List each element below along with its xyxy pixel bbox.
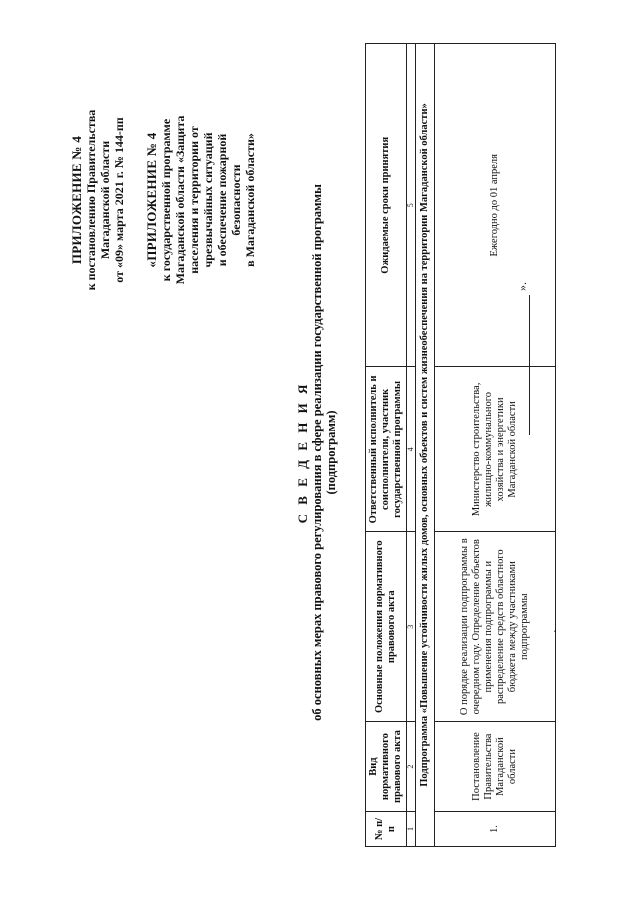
appendix-line-2: Магаданской области [98,140,112,260]
document-heading: С В Е Д Е Н И Я [295,381,310,524]
column-header-act-type: Вид нормативного правового акта [366,722,407,812]
appendix-header [70,100,126,300]
document-title [296,0,338,905]
closing-mark: ». [515,282,529,291]
column-number: 5 [407,44,416,368]
column-header-executor: Ответственный исполнитель и соисполнители, участник государственной программы [366,367,407,532]
appendix-line-3: от «09» марта 2021 г. № 144-пп [112,117,126,283]
column-number-row [407,44,416,847]
row-deadline: Ежегодно до 01 апреля [435,44,556,368]
program-line-2: Магаданской области «Защита [173,115,187,285]
table-header-row [366,44,407,847]
column-header-provisions: Основные положения нормативного правового акта [366,532,407,722]
program-line-6: в Магаданской области» [243,133,257,267]
row-provisions: О порядке реализации подпрограммы в очередном году. Определение объектов применения подпрограммы и распределение средств областного бюджета между участниками подпрограммы [435,532,556,722]
program-header [145,100,257,300]
column-header-number: № п/п [366,812,407,847]
document-subtitle-line-2: (подпрограмм) [324,410,338,495]
row-number: 1. [435,812,556,847]
column-header-deadline: Ожидаемые сроки принятия [366,44,407,368]
appendix-title: ПРИЛОЖЕНИЕ № 4 [69,135,84,265]
program-line-3: населения и территории от [187,126,201,274]
footnote-dot: . [545,629,560,633]
column-number: 1 [407,812,416,847]
closing-line [515,235,530,435]
document-subtitle-line-1: об основных мерах правового регулирования в сфере реализации государственной программы [310,184,324,721]
row-executor: Министерство строительства, жилищно-коммунального хозяйства и энергетики Магаданской области [435,367,556,532]
subprogram-title: Подпрограмма «Повышение устойчивости жилых домов, основных объектов и систем жизнеобеспечения на территории Магаданской области» [416,44,435,847]
subprogram-row [416,44,435,847]
table-row [435,44,556,847]
column-number: 4 [407,367,416,532]
measures-table [365,43,556,847]
appendix-line-1: к постановлению Правительства [84,109,98,291]
program-line-1: к государственной программе [159,118,173,282]
column-number: 2 [407,722,416,812]
column-number: 3 [407,532,416,722]
row-act-type: Постановление Правительства Магаданской области [435,722,556,812]
closing-rule [529,295,530,435]
program-line-5: и обеспечение пожарной безопасности [215,133,243,267]
program-appendix-title: «ПРИЛОЖЕНИЕ № 4 [144,132,159,268]
program-line-4: чрезвычайных ситуаций [201,132,215,268]
